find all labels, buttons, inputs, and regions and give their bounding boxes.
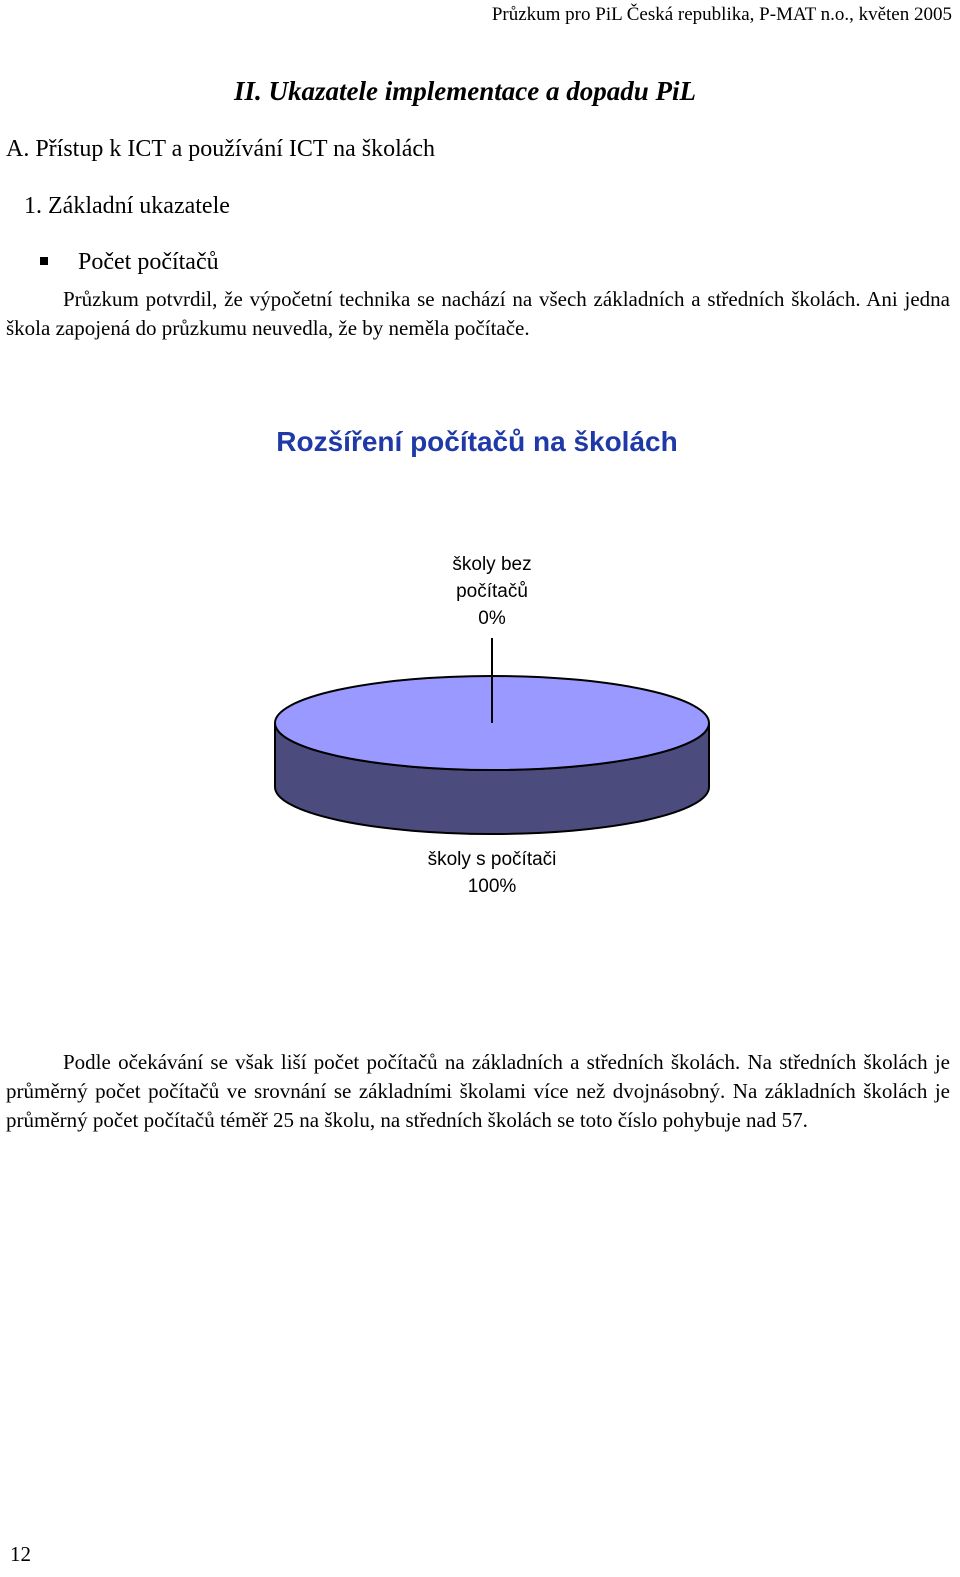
page-number: 12 (10, 1542, 31, 1566)
closing-paragraph: Podle očekávání se však liší počet počítačů na základních a středních školách. Na středních školách je průměrný počet počítačů ve srovnání se základními školami více než dvojnásobný. Na základních školách je průměrný počet počítačů téměř 25 na školu, na středních školách se toto číslo pohybuje nad 57. (6, 1050, 950, 1132)
slice-percent-without-computers: 0% (478, 608, 506, 629)
intro-paragraph: Průzkum potvrdil, že výpočetní technika se nachází na všech základních a středních školách. Ani jedna škola zapojená do průzkumu neuvedla, že by neměla počítače. (6, 287, 950, 340)
pie-chart (0, 410, 960, 930)
chart-title: Rozšíření počítačů na školách (276, 426, 678, 457)
slice-label-with-computers: školy s počítači (427, 849, 557, 870)
slice-label-without-computers: školy bez (452, 554, 532, 575)
bullet-label: Počet počítačů (78, 249, 219, 275)
subsection-heading-1: 1. Základní ukazatele (24, 193, 230, 219)
bullet-square-icon (40, 257, 48, 265)
slice-percent-with-computers: 100% (467, 876, 517, 897)
bullet-item (40, 249, 219, 276)
subsection-heading-a: A. Přístup k ICT a používání ICT na školách (6, 136, 436, 162)
slice-label-without-computers-line2: počítačů (456, 581, 528, 602)
running-header: Průzkum pro PiL Česká republika, P-MAT n.o., květen 2005 (491, 4, 952, 25)
pie-chart-svg (0, 410, 960, 930)
section-title: II. Ukazatele implementace a dopadu PiL (234, 76, 696, 106)
